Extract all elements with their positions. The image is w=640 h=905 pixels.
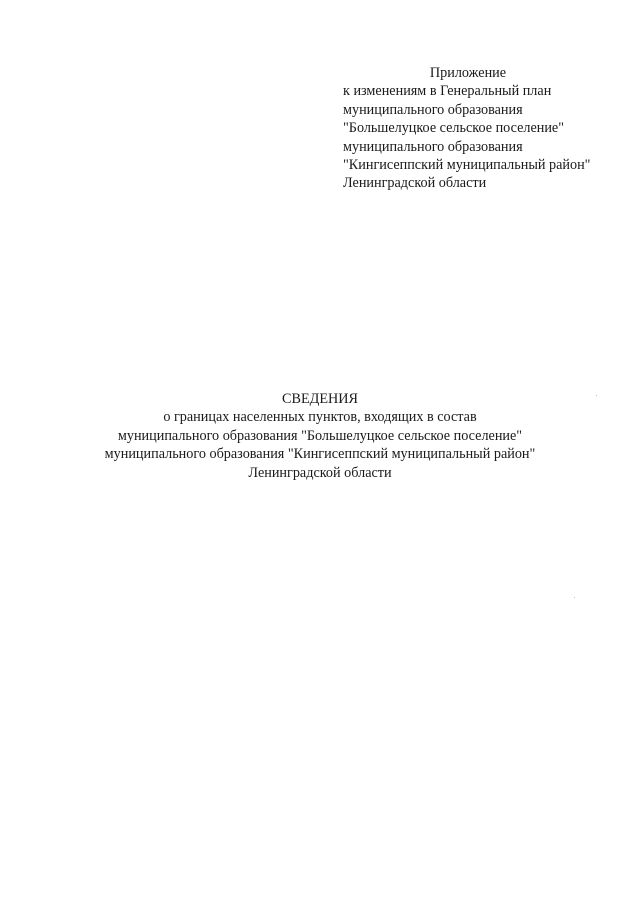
appendix-line: муниципального образования xyxy=(343,101,523,118)
info-block xyxy=(0,390,640,482)
appendix-line: "Большелуцкое сельское поселение" xyxy=(343,120,565,137)
info-line: муниципального образования "Большелуцкое сельское поселение" xyxy=(117,427,523,444)
info-heading: СВЕДЕНИЯ xyxy=(282,391,358,407)
appendix-title: Приложение xyxy=(429,65,507,81)
info-line: муниципального образования "Кингисеппский муниципальный район" xyxy=(104,446,536,463)
appendix-line: Ленинградской области xyxy=(343,175,487,192)
scan-speck xyxy=(596,395,597,396)
info-line: Ленинградской области xyxy=(248,464,392,481)
appendix-line: "Кингисеппский муниципальный район" xyxy=(343,157,591,174)
info-line: о границах населенных пунктов, входящих в состав xyxy=(163,409,477,426)
appendix-line: к изменениям в Генеральный план xyxy=(343,83,552,100)
appendix-block xyxy=(343,64,633,193)
scan-speck xyxy=(574,597,575,598)
appendix-line: муниципального образования xyxy=(343,138,523,155)
